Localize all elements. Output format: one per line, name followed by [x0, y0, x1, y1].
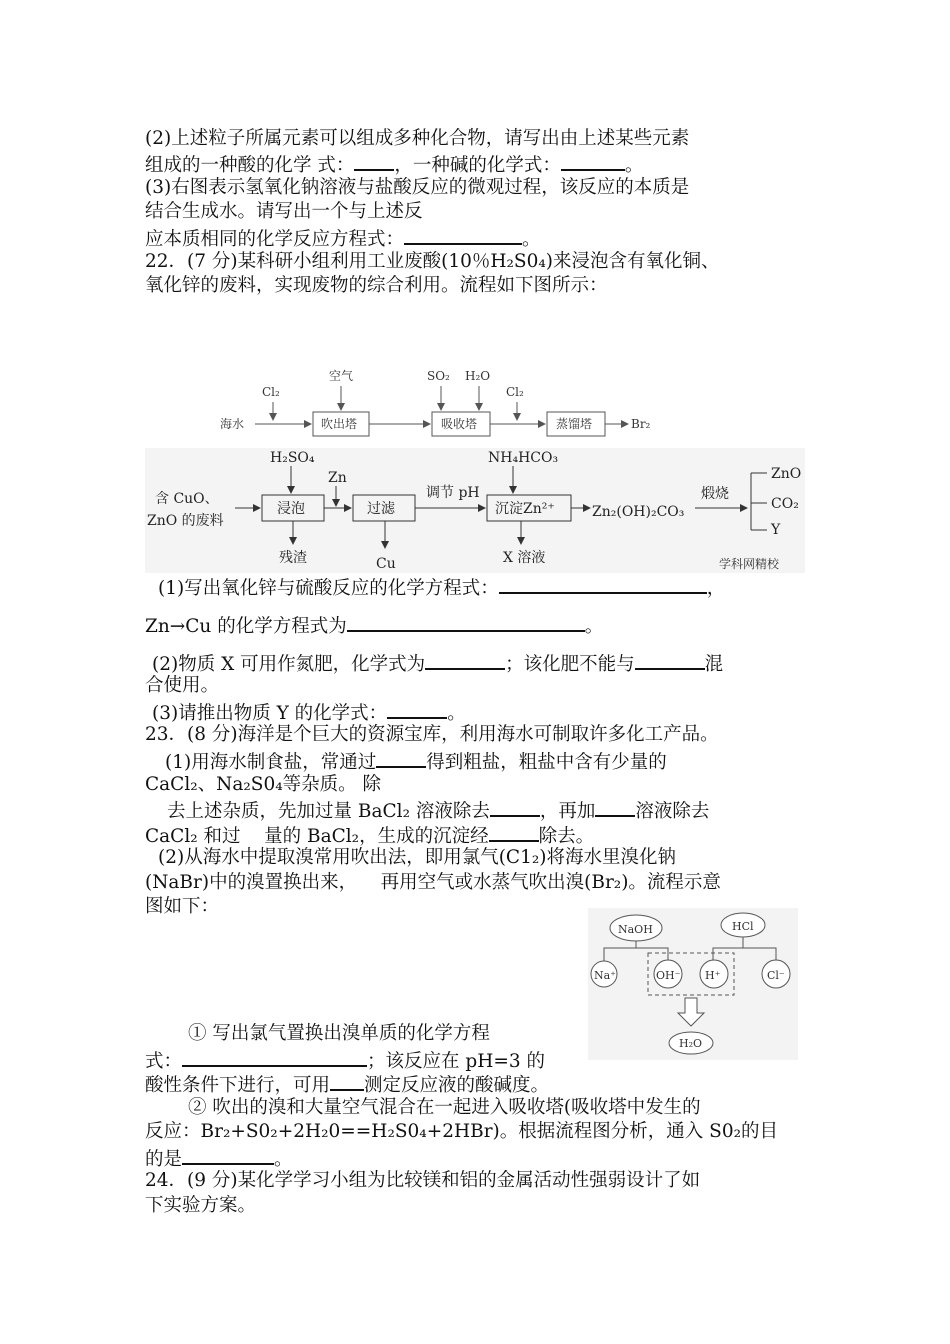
- zinc-output-residue: 残渣: [279, 550, 307, 566]
- q23-s1-line4: CaCl₂ 和过 量的 BaCl₂，生成的沉淀经 除去。: [145, 822, 594, 849]
- q21-p3-line1: (3)右图表示氢氧化钠溶液与盐酸反应的微观过程，该反应的本质是: [145, 177, 690, 198]
- q24-heading: 24．(9 分)某化学学习小组为比较镁和铝的金属活动性强弱设计了如: [145, 1170, 701, 1191]
- q22-s3: (3)请推出物质 Y 的化学式： 。: [152, 699, 466, 726]
- zinc-watermark: 学科网精校: [719, 557, 780, 571]
- q21-p3-line3: 应本质相同的化学反应方程式： 。: [145, 225, 541, 252]
- box-filter-label: 过滤: [367, 501, 395, 517]
- micro-cl-ion: Cl⁻: [767, 969, 785, 982]
- zinc-output-co2: CO₂: [771, 496, 799, 512]
- box-precipitate-label: 沉淀Zn²⁺: [495, 501, 555, 517]
- separation-blank[interactable]: [489, 822, 539, 842]
- micro-na-ion: Na⁺: [594, 969, 616, 982]
- q23-c1-line2: 式： ；该反应在 pH=3 的: [145, 1047, 545, 1074]
- crude-salt-method-blank[interactable]: [376, 748, 426, 768]
- q22-heading: 22．(7 分)某科研小组利用工业废酸(10％H₂S0₄)来浸泡含有氧化铜、: [145, 251, 720, 272]
- so2-purpose-blank[interactable]: [182, 1145, 274, 1165]
- bromine-product: Br₂: [631, 417, 651, 431]
- base-formula-blank[interactable]: [561, 151, 625, 171]
- q23-c1-line3: 酸性条件下进行，可用 测定反应液的酸碱度。: [145, 1071, 549, 1098]
- q23-c1-line1: ① 写出氯气置换出溴单质的化学方程: [188, 1023, 490, 1044]
- q23-c2-line2: 反应：Br₂+S0₂+2H₂0==H₂S0₄+2HBr)。根据流程图分析，通入 S0₂的目: [145, 1121, 779, 1142]
- remove-impurity-blank[interactable]: [490, 797, 540, 817]
- zinc-reagent-h2so4: H₂SO₄: [270, 450, 315, 466]
- q23-s1-line2: CaCl₂、Na₂S0₄等杂质。 除: [145, 774, 382, 795]
- zinc-feed-line2: ZnO 的废料: [147, 513, 224, 529]
- box-absorb-label: 吸收塔: [441, 417, 478, 431]
- q23-s2-line3: 图如下：: [145, 896, 220, 917]
- zinc-reagent-calcine: 煅烧: [701, 486, 729, 502]
- micro-naoh: NaOH: [618, 923, 653, 936]
- chlorine-equation-blank[interactable]: [182, 1047, 367, 1067]
- zn-cu-equation-blank[interactable]: [347, 612, 585, 632]
- zno-equation-blank[interactable]: [499, 574, 707, 594]
- bromine-input-cl2-2: Cl₂: [506, 385, 524, 399]
- bromine-flow-diagram: [215, 360, 665, 440]
- y-formula-blank[interactable]: [387, 699, 447, 719]
- q22-s2-line1: (2)物质 X 可用作氮肥，化学式为 ；该化肥不能与 混: [152, 650, 723, 677]
- q22-s1-line2: Zn→Cu 的化学方程式为 。: [145, 612, 603, 639]
- bromine-input-so2: SO₂: [427, 369, 450, 383]
- box-soak-label: 浸泡: [277, 501, 305, 517]
- q23-s1-line3: 去上述杂质，先加过量 BaCl₂ 溶液除去 ，再加 溶液除去: [167, 797, 709, 824]
- zinc-reagent-ph: 调节 pH: [426, 485, 480, 501]
- micro-h2o: H₂O: [679, 1037, 703, 1050]
- q21-p2-line1: (2)上述粒子所属元素可以组成多种化合物，请写出由上述某些元素: [145, 128, 690, 149]
- zinc-flow-diagram: [145, 448, 805, 573]
- bromine-input-cl2: Cl₂: [262, 385, 280, 399]
- acid-formula-blank[interactable]: [354, 151, 394, 171]
- q21-p2-line2: 组成的一种酸的化学 式： ，一种碱的化学式： 。: [145, 151, 643, 178]
- incompatible-blank[interactable]: [635, 650, 705, 670]
- bromine-input-h2o: H₂O: [465, 369, 491, 383]
- q24-heading-line2: 下实验方案。: [145, 1195, 257, 1216]
- q23-s2-line1: (2)从海水中提取溴常用吹出法，即用氯气(C1₂)将海水里溴化钠: [158, 847, 676, 868]
- x-formula-blank[interactable]: [425, 650, 505, 670]
- zinc-output-zno: ZnO: [771, 466, 802, 482]
- zinc-feed-line1: 含 CuO、: [155, 491, 219, 507]
- zinc-output-x: X 溶液: [503, 550, 546, 566]
- q23-c2-line1: ② 吹出的溴和大量空气混合在一起进入吸收塔(吸收塔中发生的: [188, 1097, 701, 1118]
- micro-hcl: HCl: [732, 920, 754, 933]
- q23-heading: 23．(8 分)海洋是个巨大的资源宝库，利用海水可制取许多化工产品。: [145, 724, 719, 745]
- zinc-reagent-zn: Zn: [328, 470, 347, 486]
- zinc-intermediate: Zn₂(OH)₂CO₃: [592, 504, 685, 520]
- zinc-reagent-nh4hco3: NH₄HCO₃: [488, 450, 559, 466]
- micro-reaction-diagram: [588, 908, 798, 1060]
- q22-s1-line1: (1)写出氧化锌与硫酸反应的化学方程式： ，: [158, 574, 725, 601]
- q23-s2-line2: (NaBr)中的溴置换出来， 再用空气或水蒸气吹出溴(Br₂)。流程示意: [145, 872, 721, 893]
- box-blowout-label: 吹出塔: [321, 417, 358, 431]
- q23-c2-line3: 的是 。: [145, 1145, 293, 1172]
- micro-oh-ion: OH⁻: [656, 969, 681, 982]
- box-distill-label: 蒸馏塔: [556, 417, 593, 431]
- q23-s1-line1: (1)用海水制食盐，常通过 得到粗盐，粗盐中含有少量的: [165, 748, 667, 775]
- q21-p3-line2: 结合生成水。请写出一个与上述反: [145, 201, 423, 222]
- added-solution-blank[interactable]: [595, 797, 635, 817]
- equation-blank[interactable]: [404, 225, 522, 245]
- q22-heading-line2: 氧化锌的废料，实现废物的综合利用。流程如下图所示：: [145, 275, 608, 296]
- zinc-output-y: Y: [771, 522, 781, 538]
- bromine-input-air: 空气: [329, 369, 354, 383]
- micro-h-ion: H⁺: [705, 969, 721, 982]
- q22-s2-line2: 合使用。: [145, 675, 220, 696]
- bromine-start-seawater: 海水: [220, 417, 245, 431]
- ph-tool-blank[interactable]: [330, 1071, 364, 1091]
- zinc-output-cu: Cu: [376, 556, 396, 572]
